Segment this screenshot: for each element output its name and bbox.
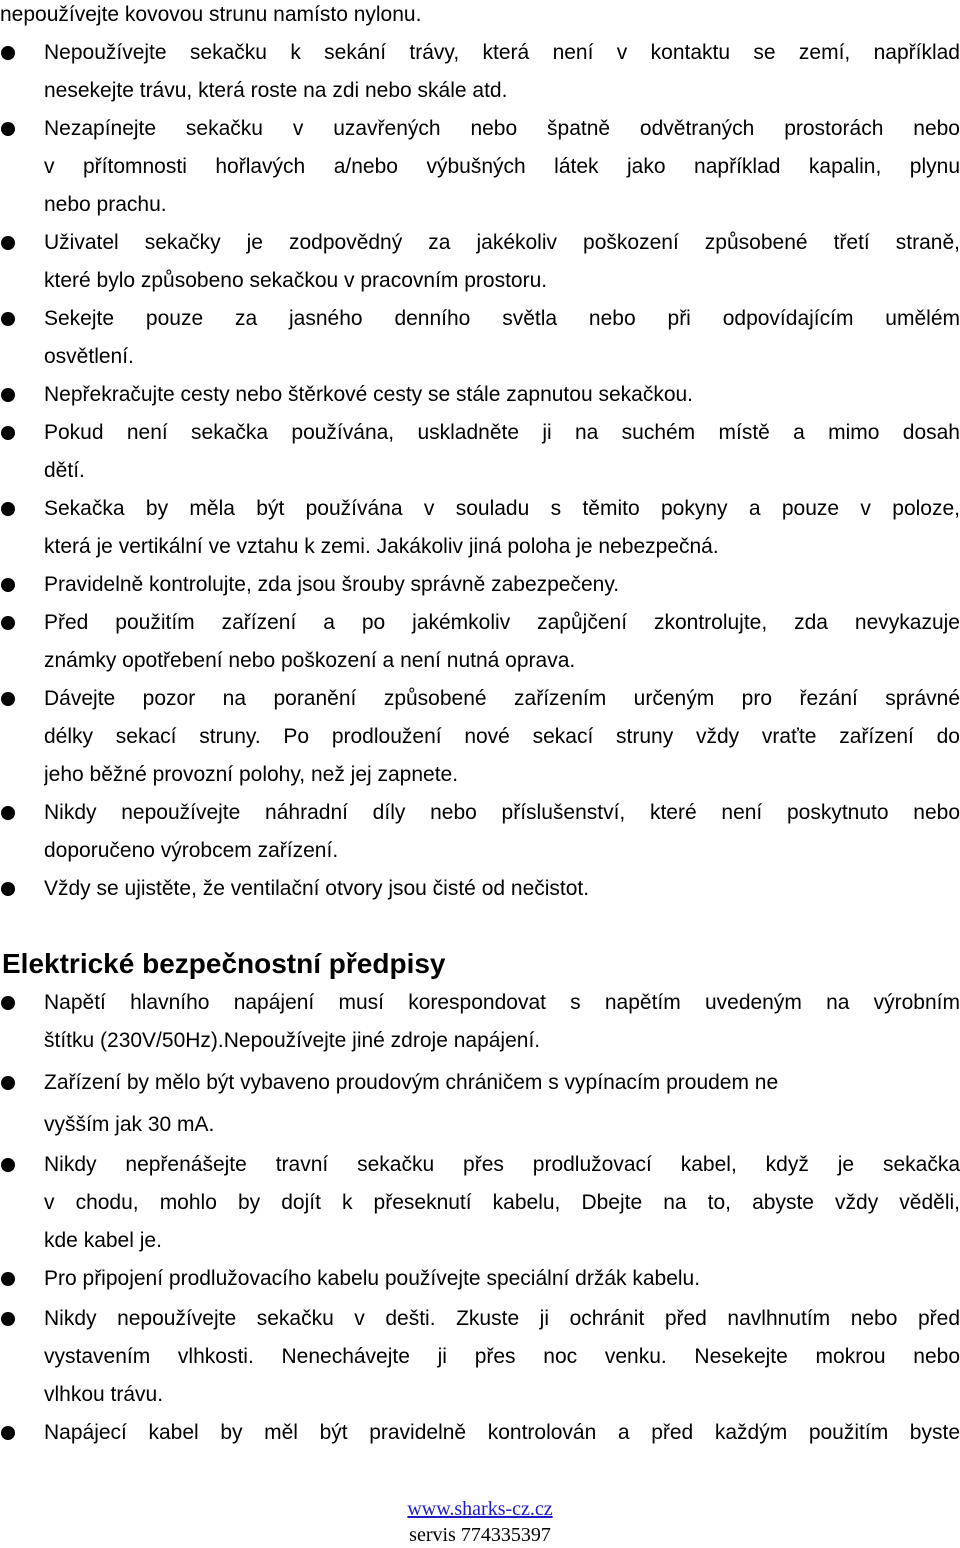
bullet-text xyxy=(44,224,960,300)
text-line: Napájecí kabel by měl být pravidelně kontrolován a před každým použitím byste xyxy=(44,1421,960,1444)
bullet-text xyxy=(44,1064,960,1144)
bullet-text xyxy=(44,376,960,414)
text-line: doporučeno výrobcem zařízení. xyxy=(44,839,339,862)
bullet-dot-icon xyxy=(1,882,15,896)
continued-text-line: nepoužívejte kovovou strunu namísto nylonu. xyxy=(0,3,422,26)
bullet-dot-icon xyxy=(1,1312,15,1326)
text-line: Nezapínejte sekačku v uzavřených nebo špatně odvětraných prostorách nebo xyxy=(44,117,960,140)
text-line: vlhkou trávu. xyxy=(44,1383,164,1406)
bullet-dot-icon xyxy=(1,806,15,820)
text-line: Pravidelně kontrolujte, zda jsou šrouby správně zabezpečeny. xyxy=(44,573,620,596)
text-line: známky opotřebení nebo poškození a není nutná oprava. xyxy=(44,649,576,672)
text-line: Nepřekračujte cesty nebo štěrkové cesty se stále zapnutou sekačkou. xyxy=(44,383,694,406)
bullet-text xyxy=(44,414,960,490)
text-line: jeho běžné provozní polohy, než jej zapnete. xyxy=(44,763,459,786)
text-line: Dávejte pozor na poranění způsobené zařízením určeným pro řezání správné xyxy=(44,687,960,710)
bullet-text xyxy=(44,300,960,376)
bullet-text xyxy=(44,984,960,1060)
bullet-text xyxy=(44,870,960,908)
text-line: Sekačka by měla být používána v souladu s těmito pokyny a pouze v poloze, xyxy=(44,497,960,520)
bullet-dot-icon xyxy=(1,1426,15,1440)
text-line: vyšším jak 30 mA. xyxy=(44,1113,215,1136)
text-line: Pokud není sekačka používána, uskladněte ji na suchém místě a mimo dosah xyxy=(44,421,960,444)
text-line: Nikdy nepřenášejte travní sekačku přes prodlužovací kabel, když je sekačka xyxy=(44,1153,960,1176)
text-line: Napětí hlavního napájení musí korespondovat s napětím uvedeným na výrobním xyxy=(44,991,960,1014)
text-line: Uživatel sekačky je zodpovědný za jakékoliv poškození způsobené třetí straně, xyxy=(44,231,960,254)
bullet-dot-icon xyxy=(1,692,15,706)
bullet-dot-icon xyxy=(1,426,15,440)
text-line: která je vertikální ve vztahu k zemi. Jakákoliv jiná poloha je nebezpečná. xyxy=(44,535,719,558)
text-line: štítku (230V/50Hz).Nepoužívejte jiné zdroje napájení. xyxy=(44,1029,541,1052)
text-line: dětí. xyxy=(44,459,85,482)
bullet-dot-icon xyxy=(1,388,15,402)
text-line: Nepoužívejte sekačku k sekání trávy, která není v kontaktu se zemí, například xyxy=(44,41,960,64)
text-line: Nikdy nepoužívejte sekačku v dešti. Zkuste ji ochránit před navlhnutím nebo před xyxy=(44,1307,960,1330)
bullet-text xyxy=(44,680,960,794)
footer-website-link[interactable]: www.sharks-cz.cz xyxy=(407,1498,553,1520)
bullet-dot-icon xyxy=(1,616,15,630)
text-line: Vždy se ujistěte, že ventilační otvory jsou čisté od nečistot. xyxy=(44,877,590,900)
bullet-dot-icon xyxy=(1,122,15,136)
text-line: v chodu, mohlo by dojít k přeseknutí kabelu, Dbejte na to, abyste vždy věděli, xyxy=(44,1191,960,1214)
bullet-text xyxy=(44,1414,960,1452)
bullet-dot-icon xyxy=(1,1076,15,1090)
text-line: Zařízení by mělo být vybaveno proudovým chráničem s vypínacím proudem ne xyxy=(44,1071,779,1094)
text-line: vystavením vlhkosti. Nenechávejte ji přes noc venku. Nesekejte mokrou nebo xyxy=(44,1345,960,1368)
text-line: které bylo způsobeno sekačkou v pracovním prostoru. xyxy=(44,269,548,292)
bullet-dot-icon xyxy=(1,996,15,1010)
text-line: nesekejte trávu, která roste na zdi nebo skále atd. xyxy=(44,79,508,102)
text-line: délky sekací struny. Po prodloužení nové sekací struny vždy vraťte zařízení do xyxy=(44,725,960,748)
bullet-dot-icon xyxy=(1,578,15,592)
text-line: Pro připojení prodlužovacího kabelu používejte speciální držák kabelu. xyxy=(44,1267,701,1290)
bullet-dot-icon xyxy=(1,46,15,60)
footer-service-phone: servis 774335397 xyxy=(409,1524,551,1546)
bullet-text xyxy=(44,34,960,110)
section-heading: Elektrické bezpečnostní předpisy xyxy=(2,948,446,979)
bullet-dot-icon xyxy=(1,312,15,326)
continued-line-block xyxy=(0,0,960,34)
bullet-text xyxy=(44,566,960,604)
text-line: nebo prachu. xyxy=(44,193,167,216)
bullet-text xyxy=(44,794,960,870)
bullet-text xyxy=(44,1260,960,1298)
bullet-text xyxy=(44,490,960,566)
bullet-text xyxy=(44,1146,960,1260)
text-line: v přítomnosti hořlavých a/nebo výbušných látek jako například kapalin, plynu xyxy=(44,155,960,178)
bullet-dot-icon xyxy=(1,236,15,250)
text-line: Nikdy nepoužívejte náhradní díly nebo příslušenství, které není poskytnuto nebo xyxy=(44,801,960,824)
bullet-dot-icon xyxy=(1,1272,15,1286)
text-line: Sekejte pouze za jasného denního světla nebo při odpovídajícím umělém xyxy=(44,307,960,330)
bullet-text xyxy=(44,1300,960,1414)
text-line: Před použitím zařízení a po jakémkoliv zapůjčení zkontrolujte, zda nevykazuje xyxy=(44,611,960,634)
bullet-text xyxy=(44,110,960,224)
bullet-text xyxy=(44,604,960,680)
text-line: osvětlení. xyxy=(44,345,134,368)
text-line: kde kabel je. xyxy=(44,1229,162,1252)
bullet-dot-icon xyxy=(1,1158,15,1172)
bullet-dot-icon xyxy=(1,502,15,516)
